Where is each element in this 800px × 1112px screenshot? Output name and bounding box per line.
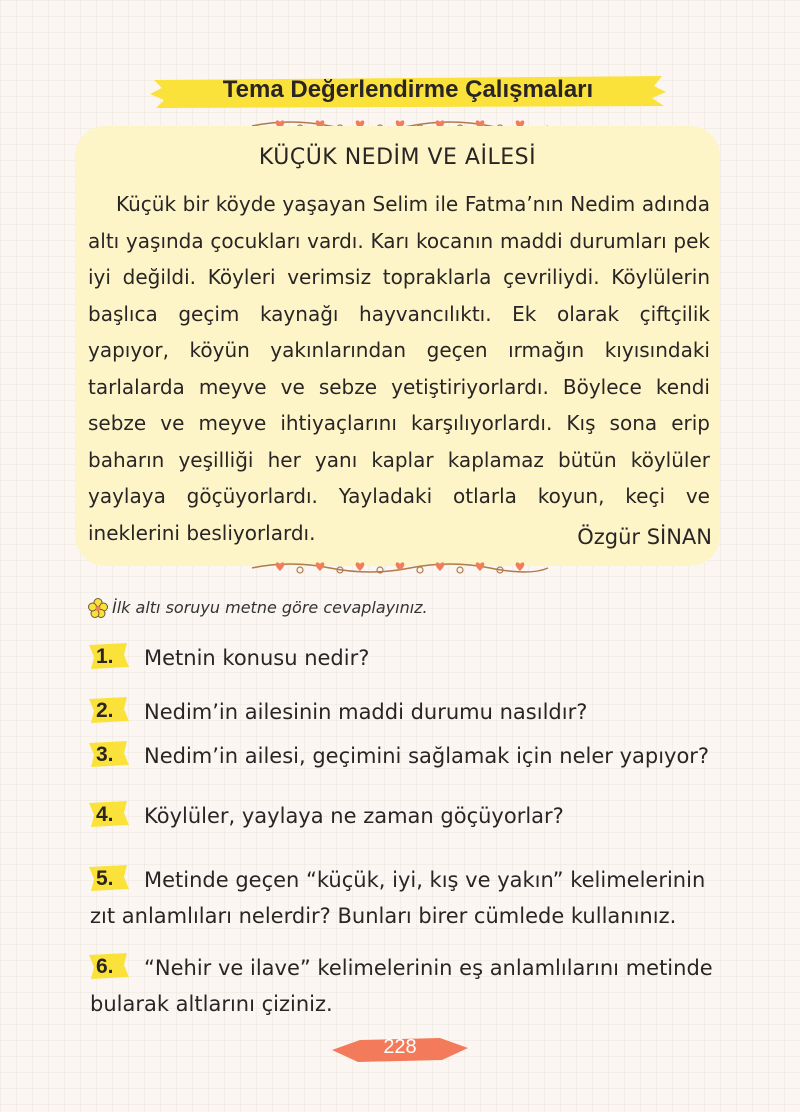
story-author: Özgür SİNAN [577, 525, 712, 549]
question-text: Köylüler, yaylaya ne zaman göçüyorlar? [144, 804, 564, 828]
question-5 [90, 862, 725, 934]
question-number-badge: 5. [90, 865, 134, 893]
question-6 [90, 950, 725, 1022]
question-number-badge: 1. [90, 643, 134, 671]
question-number-badge: 6. [90, 953, 134, 981]
page-title: Tema Değerlendirme Çalışmaları [222, 76, 594, 103]
question-number-badge: 4. [90, 801, 134, 829]
question-text: Nedim’in ailesinin maddi durumu nasıldır? [144, 700, 588, 724]
flower-icon [88, 598, 108, 618]
question-text: Metnin konusu nedir? [144, 646, 370, 670]
question-3 [90, 738, 725, 774]
page-number-badge [330, 1030, 470, 1070]
question-text: Metinde geçen “küçük, iyi, kış ve yakın” kelimelerinin zıt anlamlıları nelerdir? Bunları birer cümlede kullanınız. [90, 868, 706, 928]
question-2 [90, 694, 725, 730]
question-1 [90, 640, 725, 676]
question-4 [90, 798, 725, 834]
page-header [148, 72, 668, 112]
question-text: “Nehir ve ilave” kelimelerinin eş anlamlılarını metinde bularak altlarını çiziniz. [90, 956, 713, 1016]
instruction-text: İlk altı soruyu metne göre cevaplayınız. [112, 598, 428, 617]
question-number-badge: 3. [90, 741, 134, 769]
question-text: Nedim’in ailesi, geçimini sağlamak için neler yapıyor? [144, 744, 710, 768]
story-text: Küçük bir köyde yaşayan Selim ile Fatma’nın Nedim adında altı yaşında çocukları vardı. Karı kocanın maddi durumları pek iyi değildi. Köyleri verimsiz topraklarla çevriliydi. Köylülerin başlıca geçim kaynağı hayvancılıktı. Ek olarak çiftçilik yapıyor, köyün yakınlarından geçen ırmağın kıyısındaki tarlalarda meyve ve sebze yetiştiriyorlardı. Böylece kendi sebze ve meyve ihtiyaçlarını karşılıyorlardı. Kış sona erip baharın yeşilliği her yanı kaplar kaplamaz bütün köylüler yaylaya göçüyorlardı. Yayladaki otlarla koyun, keçi ve ineklerini besliyorlardı. [88, 192, 710, 545]
heart-vine-bottom [250, 558, 550, 578]
page-number: 228 [383, 1036, 417, 1058]
story-title: KÜÇÜK NEDİM VE AİLESİ [258, 145, 537, 170]
question-number-badge: 2. [90, 697, 134, 725]
